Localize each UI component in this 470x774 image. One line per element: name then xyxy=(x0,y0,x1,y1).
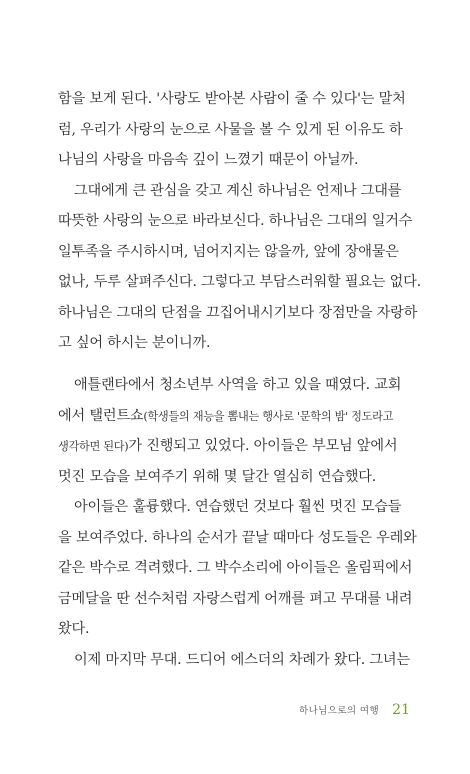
paragraph-3-line-3-note: 생각하면 된다) xyxy=(58,440,129,453)
body-text-upper xyxy=(58,84,434,359)
paragraph-4-line-1: 아이들은 훌륭했다. 연습했던 것보다 훨씬 멋진 모습들 xyxy=(74,499,402,515)
paragraph-2-line-2: 따뜻한 사랑의 눈으로 바라보신다. 하나님은 그대의 일거수 xyxy=(58,213,413,229)
page-footer xyxy=(0,699,410,718)
running-head: 하나님으로의 여행 xyxy=(299,705,380,717)
page-number: 21 xyxy=(392,701,410,718)
paragraph-5-line-1: 이제 마지막 무대. 드디어 에스더의 차례가 왔다. 그녀는 xyxy=(74,651,410,668)
paragraph-3-line-3-main: 가 진행되고 있었다. 아이들은 부모님 앞에서 xyxy=(128,438,398,454)
paragraph-4-line-3: 같은 박수로 격려했다. 그 박수소리에 아이들은 올림픽에서 xyxy=(58,560,413,576)
paragraph-1-line-1: 함을 보게 된다. '사랑도 받아본 사람이 줄 수 있다'는 말처 xyxy=(58,91,406,107)
paragraph-4-line-2: 을 보여주었다. 하나의 순서가 끝날 때마다 성도들은 우레와 xyxy=(58,529,417,546)
paragraph-1-line-2: 럼, 우리가 사랑의 눈으로 사물을 볼 수 있게 된 이유도 하 xyxy=(58,121,403,138)
paragraph-3-line-3 xyxy=(58,431,434,462)
paragraph-3-line-1: 애틀랜타에서 청소년부 사역을 하고 있을 때였다. 교회 xyxy=(74,377,402,393)
paragraph-4-line-5: 왔다. xyxy=(58,621,90,637)
paragraph-3-line-2 xyxy=(58,401,434,432)
paragraph-2-line-6: 고 싶어 하시는 분이니까. xyxy=(58,335,211,351)
paragraph-3-line-2-note: (학생들의 재능을 뽐내는 행사로 '문학의 밤' 정도라고 xyxy=(143,409,394,423)
paragraph-1-line-3: 나님의 사랑을 마음속 깊이 느꼈기 때문이 아닐까. xyxy=(58,152,359,168)
paragraph-3-line-2-main: 에서 탤런트쇼 xyxy=(58,407,144,424)
paragraph-2-line-3: 일투족을 주시하시며, 넘어지지는 않을까, 앞에 장애물은 xyxy=(58,243,399,260)
paragraph-2-line-1: 그대에게 큰 관심을 갖고 계신 하나님은 언제나 그대를 xyxy=(74,182,402,199)
paragraph-2-line-5: 하나님은 그대의 단점을 끄집어내시기보다 장점만을 자랑하 xyxy=(58,304,418,321)
paragraph-3-line-4: 멋진 모습을 보여주기 위해 몇 달간 열심히 연습했다. xyxy=(58,468,377,485)
body-text-lower xyxy=(58,370,434,675)
paragraph-2-line-4: 없나, 두루 살펴주신다. 그렇다고 부담스러워할 필요는 없다. xyxy=(58,274,421,290)
paragraph-4-line-4: 금메달을 딴 선수처럼 자랑스럽게 어깨를 펴고 무대를 내려 xyxy=(58,590,413,607)
